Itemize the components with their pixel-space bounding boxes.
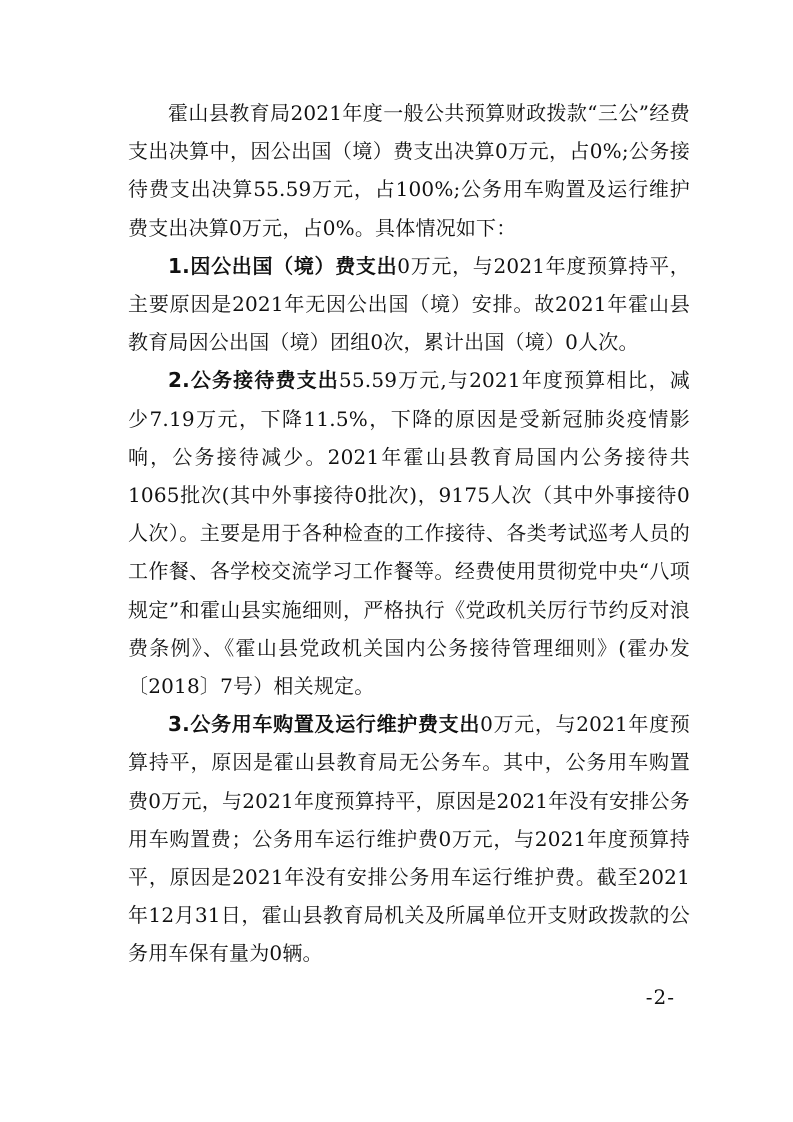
- intro-paragraph: 霍山县教育局2021年度一般公共预算财政拨款“三公”经费支出决算中，因公出国（境）费支出决算0万元，占0%;公务接待费支出决算55.59万元，占100%;公务用车购置及运行维护费支出决算0万元，占0%。具体情况如下：: [128, 101, 690, 240]
- section-1-body: 0万元，与2021年度预算持平，主要原因是2021年无因公出国（境）安排。故2021年霍山县教育局因公出国（境）团组0次，累计出国（境）0人次。: [128, 253, 690, 355]
- section-2-body: 55.59万元,与2021年度预算相比，减少7.19万元，下降11.5%，下降的原因是受新冠肺炎疫情影响，公务接待减少。2021年霍山县教育局国内公务接待共1065批次(其中外事接待0批次)，9175人次（其中外事接待0人次）。主要是用于各种检查的工作接待、各类考试巡考人员的工作餐、各学校交流学习工作餐等。经费使用贯彻党中央“八项规定”和霍山县实施细则，严格执行《党政机关厉行节约反对浪费条例》、《霍山县党政机关国内公务接待管理细则》(霍办发〔2018〕7号）相关规定。: [128, 368, 690, 699]
- document-body: [128, 94, 690, 973]
- section-2-heading: 2.公务接待费支出: [168, 368, 339, 393]
- section-2-paragraph: [128, 361, 690, 705]
- section-3-paragraph: [128, 705, 690, 972]
- section-1-paragraph: [128, 247, 690, 362]
- section-3-body: 0万元，与2021年度预算持平，原因是霍山县教育局无公务车。其中，公务用车购置费0万元，与2021年度预算持平，原因是2021年没有安排公务用车购置费；公务用车运行维护费0万元，与2021年度预算持平，原因是2021年没有安排公务用车运行维护费。截至2021年12月31日，霍山县教育局机关及所属单位开支财政拨款的公务用车保有量为0辆。: [128, 712, 690, 966]
- section-3-heading: 3.公务用车购置及运行维护费支出: [168, 712, 481, 737]
- section-1-heading: 1.因公出国（境）费支出: [168, 253, 398, 278]
- page-number: -2-: [645, 985, 675, 1009]
